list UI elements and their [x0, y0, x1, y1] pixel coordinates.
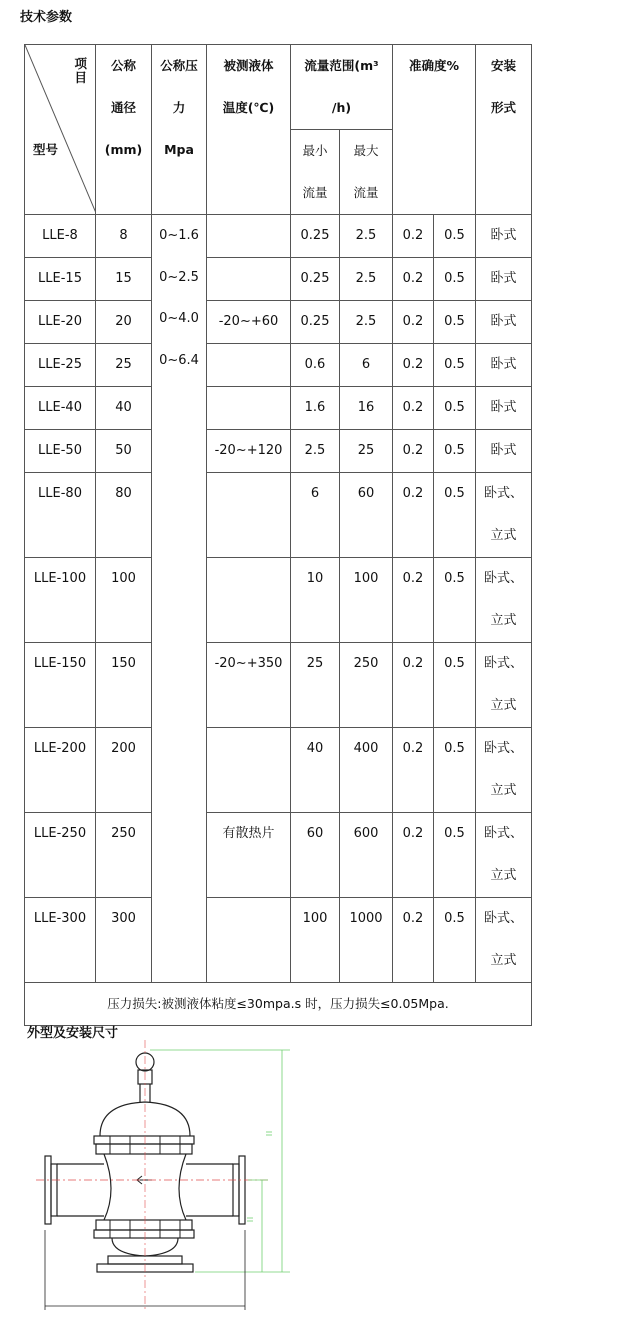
model-cell: LLE-15: [25, 258, 96, 301]
install-cell: [476, 387, 532, 430]
install-cell: [476, 344, 532, 387]
flow-min-cell: 2.5: [291, 430, 340, 473]
accuracy-cell: 0.5: [434, 301, 476, 344]
table-row: [25, 473, 532, 558]
model-cell: LLE-150: [25, 643, 96, 728]
model-cell: LLE-20: [25, 301, 96, 344]
table-row: [25, 898, 532, 983]
flowmeter-outline-drawing: [0, 1040, 630, 1319]
flow-min-cell: 0.25: [291, 258, 340, 301]
install-cell: [476, 643, 532, 728]
install-cell: [476, 258, 532, 301]
install-cell: [476, 473, 532, 558]
flow-max-cell: 2.5: [340, 301, 393, 344]
model-cell: LLE-80: [25, 473, 96, 558]
accuracy-cell: 0.2: [393, 258, 434, 301]
install-type: 卧式: [490, 271, 517, 286]
flow-max-cell: 400: [340, 728, 393, 813]
flow-max-cell: 16: [340, 387, 393, 430]
model-cell: LLE-50: [25, 430, 96, 473]
install-type: 卧式、: [483, 826, 523, 841]
install-cell: [476, 430, 532, 473]
flow-min-cell: 0.25: [291, 215, 340, 258]
temperature-cell: [207, 344, 291, 387]
header-diagonal-cell: [25, 45, 96, 215]
header-flow-max: 最大 流量: [340, 130, 393, 215]
accuracy-cell: 0.2: [393, 728, 434, 813]
header-diameter: 公称 通径 (mm): [96, 45, 152, 215]
temperature-cell: -20~+120: [207, 430, 291, 473]
accuracy-cell: 0.2: [393, 473, 434, 558]
install-type: 卧式: [490, 400, 517, 415]
model-cell: LLE-8: [25, 215, 96, 258]
install-type: 立式: [490, 783, 517, 798]
accuracy-cell: 0.5: [434, 344, 476, 387]
install-type: 立式: [490, 698, 517, 713]
table-row: [25, 387, 532, 430]
diameter-cell: 25: [96, 344, 152, 387]
accuracy-cell: 0.5: [434, 430, 476, 473]
header-install: 安装 形式: [476, 45, 532, 215]
pressure-range: 0~1.6: [159, 228, 199, 243]
accuracy-cell: 0.5: [434, 258, 476, 301]
temperature-cell: [207, 387, 291, 430]
header-accuracy: 准确度%: [393, 45, 476, 215]
install-cell: [476, 215, 532, 258]
table-row: [25, 813, 532, 898]
header-model-label: 型号: [33, 142, 59, 157]
install-type: 立式: [490, 613, 517, 628]
accuracy-cell: 0.2: [393, 643, 434, 728]
flow-min-cell: 0.6: [291, 344, 340, 387]
flow-min-cell: 60: [291, 813, 340, 898]
header-temperature: 被测液体 温度(℃): [207, 45, 291, 215]
header-flow-min: 最小 流量: [291, 130, 340, 215]
model-cell: LLE-25: [25, 344, 96, 387]
install-type: 立式: [490, 528, 517, 543]
diameter-cell: 8: [96, 215, 152, 258]
table-row: [25, 558, 532, 643]
flow-max-cell: 2.5: [340, 215, 393, 258]
temperature-cell: -20~+350: [207, 643, 291, 728]
diameter-cell: 100: [96, 558, 152, 643]
temperature-cell: [207, 215, 291, 258]
install-type: 卧式、: [483, 741, 523, 756]
flow-max-cell: 6: [340, 344, 393, 387]
install-type: 卧式、: [483, 486, 523, 501]
flow-min-cell: 10: [291, 558, 340, 643]
model-cell: LLE-100: [25, 558, 96, 643]
accuracy-cell: 0.2: [393, 430, 434, 473]
pressure-range: 0~2.5: [159, 269, 199, 285]
accuracy-cell: 0.2: [393, 301, 434, 344]
flow-min-cell: 25: [291, 643, 340, 728]
pressure-range: 0~4.0: [159, 311, 199, 326]
flow-max-cell: 250: [340, 643, 393, 728]
flow-min-cell: 0.25: [291, 301, 340, 344]
diameter-cell: 50: [96, 430, 152, 473]
install-type: 卧式、: [483, 571, 523, 586]
diameter-cell: 15: [96, 258, 152, 301]
install-type: 卧式、: [483, 656, 523, 671]
spec-table-body: [25, 215, 532, 983]
diameter-cell: 150: [96, 643, 152, 728]
model-cell: LLE-300: [25, 898, 96, 983]
accuracy-cell: 0.2: [393, 387, 434, 430]
install-type: 立式: [490, 953, 517, 968]
install-cell: [476, 898, 532, 983]
temperature-cell: [207, 728, 291, 813]
accuracy-cell: 0.5: [434, 728, 476, 813]
accuracy-cell: 0.5: [434, 643, 476, 728]
accuracy-cell: 0.5: [434, 387, 476, 430]
flow-max-cell: 600: [340, 813, 393, 898]
header-pressure: 公称压 力 Mpa: [152, 45, 207, 215]
install-type: 卧式: [490, 443, 517, 458]
accuracy-cell: 0.5: [434, 473, 476, 558]
table-row: [25, 430, 532, 473]
pressure-range: 0~6.4: [159, 352, 199, 368]
flow-max-cell: 1000: [340, 898, 393, 983]
section-title: 技术参数: [20, 10, 73, 25]
table-row: [25, 301, 532, 344]
install-cell: [476, 728, 532, 813]
model-cell: LLE-250: [25, 813, 96, 898]
table-row: [25, 258, 532, 301]
accuracy-cell: 0.2: [393, 898, 434, 983]
table-row: [25, 643, 532, 728]
flow-min-cell: 1.6: [291, 387, 340, 430]
accuracy-cell: 0.2: [393, 215, 434, 258]
install-cell: [476, 301, 532, 344]
flow-max-cell: 60: [340, 473, 393, 558]
diameter-cell: 250: [96, 813, 152, 898]
install-cell: [476, 558, 532, 643]
header-flow-range: 流量范围(m³ /h): [291, 45, 393, 130]
flow-max-cell: 2.5: [340, 258, 393, 301]
temperature-cell: [207, 258, 291, 301]
flow-max-cell: 100: [340, 558, 393, 643]
table-row: [25, 215, 532, 258]
temperature-cell: [207, 558, 291, 643]
temperature-cell: [207, 898, 291, 983]
install-type: 立式: [490, 868, 517, 883]
accuracy-cell: 0.5: [434, 558, 476, 643]
flow-min-cell: 6: [291, 473, 340, 558]
install-type: 卧式: [490, 228, 517, 243]
temperature-cell: -20~+60: [207, 301, 291, 344]
install-type: 卧式: [490, 357, 517, 372]
accuracy-cell: 0.2: [393, 558, 434, 643]
diameter-cell: 40: [96, 387, 152, 430]
temperature-cell: 有散热片: [207, 813, 291, 898]
diameter-cell: 80: [96, 473, 152, 558]
accuracy-cell: 0.5: [434, 215, 476, 258]
flow-min-cell: 40: [291, 728, 340, 813]
flow-min-cell: 100: [291, 898, 340, 983]
table-row: [25, 728, 532, 813]
diameter-cell: 200: [96, 728, 152, 813]
install-cell: [476, 813, 532, 898]
table-row: [25, 344, 532, 387]
accuracy-cell: 0.5: [434, 813, 476, 898]
pressure-range-cell: [152, 215, 207, 983]
spec-table: [24, 44, 532, 1026]
accuracy-cell: 0.5: [434, 898, 476, 983]
diameter-cell: 300: [96, 898, 152, 983]
accuracy-cell: 0.2: [393, 344, 434, 387]
model-cell: LLE-40: [25, 387, 96, 430]
model-cell: LLE-200: [25, 728, 96, 813]
accuracy-cell: 0.2: [393, 813, 434, 898]
flow-max-cell: 25: [340, 430, 393, 473]
install-type: 卧式、: [483, 911, 523, 926]
diameter-cell: 20: [96, 301, 152, 344]
drawing-title: 外型及安装尺寸: [27, 1026, 119, 1041]
temperature-cell: [207, 473, 291, 558]
install-type: 卧式: [490, 314, 517, 329]
pressure-loss-note: 压力损失:被测液体粘度≤30mpa.s 时，压力损失≤0.05Mpa.: [25, 983, 532, 1026]
header-item-label: 项 目: [74, 56, 87, 85]
